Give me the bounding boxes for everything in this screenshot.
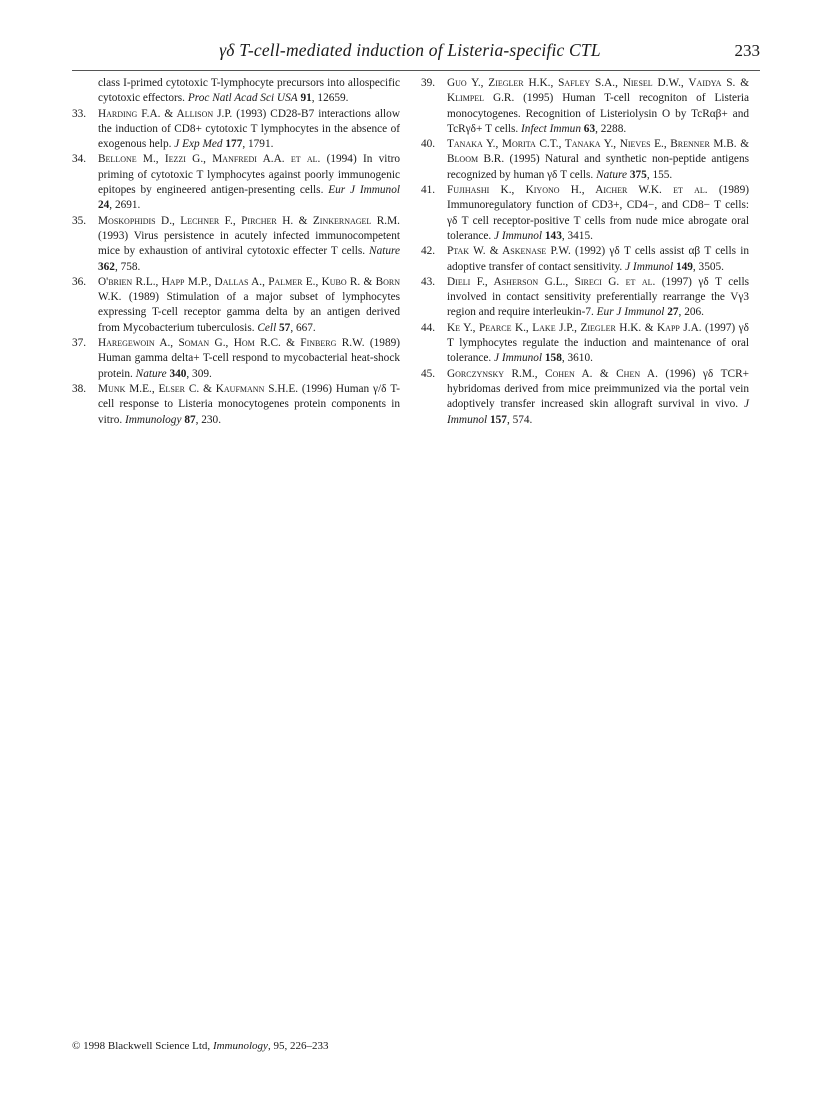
reference-title: Human gamma delta+ T-cell respond to mycobacterial heat-shock protein.	[98, 352, 400, 380]
reference-column-left	[72, 76, 400, 428]
reference-authors: Harding F.A. & Allison J.P.	[98, 107, 233, 120]
running-header-title: γδ T-cell-mediated induction of Listeria-specific CTL	[219, 40, 601, 60]
copyright-footer	[72, 1040, 328, 1052]
reference-year: (1997)	[655, 275, 699, 288]
reference-entry	[72, 382, 400, 428]
reference-journal: Infect Immun	[521, 122, 581, 135]
reference-pages: , 155.	[646, 168, 673, 181]
reference-number: 40.	[421, 138, 436, 151]
reference-pages: , 574.	[506, 413, 533, 426]
reference-number: 41.	[421, 184, 436, 197]
reference-entry	[421, 244, 749, 275]
reference-journal: Eur J Immunol	[596, 306, 665, 319]
page-number: 233	[734, 41, 760, 60]
reference-authors: Dieli F., Asherson G.L., Sireci G. et al.	[447, 275, 656, 288]
reference-authors: Guo Y., Ziegler H.K., Safley S.A., Niesel D.W., Vaidya S. & Klimpel G.R.	[447, 77, 749, 105]
reference-title: In vitro priming of cytotoxic T lymphocytes against poorly immunogenic epitopes by engineered antigen-presenting cells.	[98, 153, 400, 197]
reference-volume: 27	[667, 306, 679, 319]
reference-column-right	[421, 76, 749, 428]
footer-text: © 1998 Blackwell Science Ltd,	[72, 1040, 213, 1052]
reference-entry	[72, 152, 400, 213]
reference-year: (1997)	[701, 321, 739, 334]
reference-pages: , 3610.	[561, 352, 593, 365]
reference-year: (1992)	[570, 245, 610, 258]
continuation-text: class I-primed cytotoxic T-lymphocyte precursors into allospecific cytotoxic effectors.	[98, 77, 400, 105]
reference-entry	[421, 321, 749, 367]
continuation-journal: Proc Natl Acad Sci USA	[187, 92, 298, 105]
reference-title: γδ TCR+ hybridomas derived from mice preimmunized via the portal vein adoptively transfer increased skin allograft survival in vivo.	[447, 367, 749, 411]
reference-journal: J Immunol	[494, 229, 543, 242]
reference-entry	[421, 275, 749, 321]
reference-year: (1989)	[121, 291, 167, 304]
reference-entry	[421, 137, 749, 183]
continuation-pages: , 12659.	[311, 92, 349, 105]
reference-volume: 143	[544, 229, 562, 242]
reference-year: (1989)	[707, 184, 749, 197]
reference-list-left	[72, 107, 400, 428]
reference-volume: 24	[98, 199, 110, 212]
reference-authors: Gorczynsky R.M., Cohen A. & Chen A.	[447, 367, 658, 380]
reference-authors: Bellone M., Iezzi G., Manfredi A.A. et al.	[98, 153, 321, 166]
reference-journal: J Immunol	[447, 398, 749, 426]
reference-journal: J Exp Med	[174, 138, 223, 151]
footer-details: , 95, 226–233	[267, 1040, 329, 1052]
reference-entry	[72, 336, 400, 382]
reference-entry	[72, 107, 400, 153]
reference-authors: O'brien R.L., Happ M.P., Dallas A., Palmer E., Kubo R. & Born W.K.	[98, 275, 400, 304]
reference-volume: 340	[169, 367, 187, 380]
reference-title: γδ T cells assist αβ T cells in adoptive transfer of contact sensitivity.	[447, 245, 749, 273]
reference-number: 35.	[72, 214, 87, 227]
footer-journal: Immunology	[212, 1040, 268, 1052]
reference-journal: Immunology	[125, 413, 182, 426]
reference-number: 43.	[421, 275, 436, 288]
reference-journal: Eur J Immunol	[328, 184, 400, 197]
reference-journal: J Immunol	[625, 260, 674, 273]
reference-authors: Tanaka Y., Morita C.T., Tanaka Y., Nieves E., Brenner M.B. & Bloom B.R.	[447, 138, 749, 166]
reference-entry	[421, 76, 749, 137]
reference-authors: Ke Y., Pearce K., Lake J.P., Ziegler H.K. & Kapp J.A.	[447, 321, 702, 334]
reference-title: Virus persistence in acutely infected immunocompetent mice by exhaustion of antiviral cytotoxic effecter T cells.	[98, 229, 400, 258]
reference-entry	[421, 183, 749, 244]
header-rule	[72, 70, 760, 71]
reference-year: (1996)	[657, 367, 703, 380]
reference-entry	[421, 367, 749, 428]
reference-journal: Nature	[369, 245, 400, 258]
reference-number: 45.	[421, 367, 436, 380]
reference-authors: Munk M.E., Elser C. & Kaufmann S.H.E.	[98, 382, 299, 395]
reference-pages: , 1791.	[242, 138, 274, 151]
reference-number: 34.	[72, 153, 87, 166]
reference-journal: J Immunol	[494, 352, 543, 365]
reference-number: 42.	[421, 245, 436, 258]
reference-pages: , 667.	[290, 321, 316, 334]
reference-volume: 87	[184, 413, 196, 426]
reference-title: γδ T lymphocytes regulate the induction and maintenance of oral tolerance.	[447, 321, 749, 365]
reference-title: Immunoregulatory function of CD3+, CD4−, and CD8− T cells: γδ T cell receptor-positive T cells from nude mice abrogate oral tolerance.	[447, 199, 749, 242]
reference-number: 44.	[421, 321, 436, 334]
reference-title: Human γ/δ T-cell response to Listeria monocytogenes protein components in vitro.	[98, 382, 400, 426]
reference-title: Stimulation of a major subset of lymphocytes expressing T-cell receptor gamma delta by an antigen derived from Mycobacterium tuberculosis.	[98, 291, 400, 334]
reference-pages: , 3415.	[561, 229, 593, 242]
reference-pages: , 2288.	[595, 122, 627, 135]
reference-year: (1993)	[232, 107, 271, 120]
reference-pages: , 309.	[186, 367, 212, 380]
reference-year: (1994)	[320, 153, 363, 166]
reference-authors: Fujihashi K., Kiyono H., Aicher W.K. et al.	[447, 184, 708, 197]
reference-title: γδ T cells involved in contact sensitivity preferentially rearrange the Vγ3 region and require interleukin-7.	[447, 275, 749, 319]
reference-pages: , 2691.	[109, 199, 141, 212]
reference-journal: Nature	[596, 168, 628, 181]
reference-number: 39.	[421, 77, 436, 89]
reference-continuation	[72, 76, 400, 107]
reference-year: (1993)	[98, 229, 134, 242]
reference-volume: 157	[490, 413, 507, 426]
reference-entry	[72, 214, 400, 275]
reference-journal: Nature	[135, 367, 167, 380]
reference-year: (1996)	[298, 382, 336, 395]
reference-volume: 158	[544, 352, 562, 365]
reference-authors: Ptak W. & Askenase P.W.	[447, 245, 571, 258]
continuation-volume: 91	[300, 92, 312, 105]
reference-title: Natural and synthetic non-peptide antigens recognized by human γδ T cells.	[447, 153, 749, 181]
reference-pages: , 206.	[678, 306, 704, 319]
reference-volume: 362	[98, 260, 115, 273]
reference-year: (1995)	[504, 153, 545, 166]
reference-number: 33.	[72, 107, 87, 120]
reference-volume: 57	[279, 321, 291, 334]
reference-volume: 375	[629, 168, 647, 181]
reference-number: 36.	[72, 275, 87, 288]
reference-volume: 63	[583, 122, 596, 135]
reference-volume: 149	[675, 260, 693, 273]
reference-authors: Haregewoin A., Soman G., Hom R.C. & Finberg R.W.	[98, 337, 365, 350]
reference-list-right	[421, 76, 749, 428]
reference-year: (1989)	[364, 337, 400, 350]
reference-pages: , 230.	[195, 413, 222, 426]
reference-journal: Cell	[257, 321, 277, 334]
reference-number: 37.	[72, 337, 87, 350]
reference-year: (1995)	[514, 92, 563, 105]
reference-number: 38.	[72, 382, 87, 395]
reference-pages: , 758.	[114, 260, 141, 273]
reference-entry	[72, 275, 400, 336]
reference-volume: 177	[225, 138, 243, 151]
reference-title: Human T-cell recogniton of Listeria monocytogenes. Recognition of Listeriolysin O by TcRαβ+ and TcRγδ+ T cells.	[447, 92, 749, 135]
reference-pages: , 3505.	[692, 260, 724, 273]
reference-title: CD28-B7 interactions allow the induction of CD8+ cytotoxic T lymphocytes in the absence of exogenous help.	[98, 107, 400, 151]
reference-authors: Moskophidis D., Lechner F., Pircher H. & Zinkernagel R.M.	[98, 214, 400, 227]
